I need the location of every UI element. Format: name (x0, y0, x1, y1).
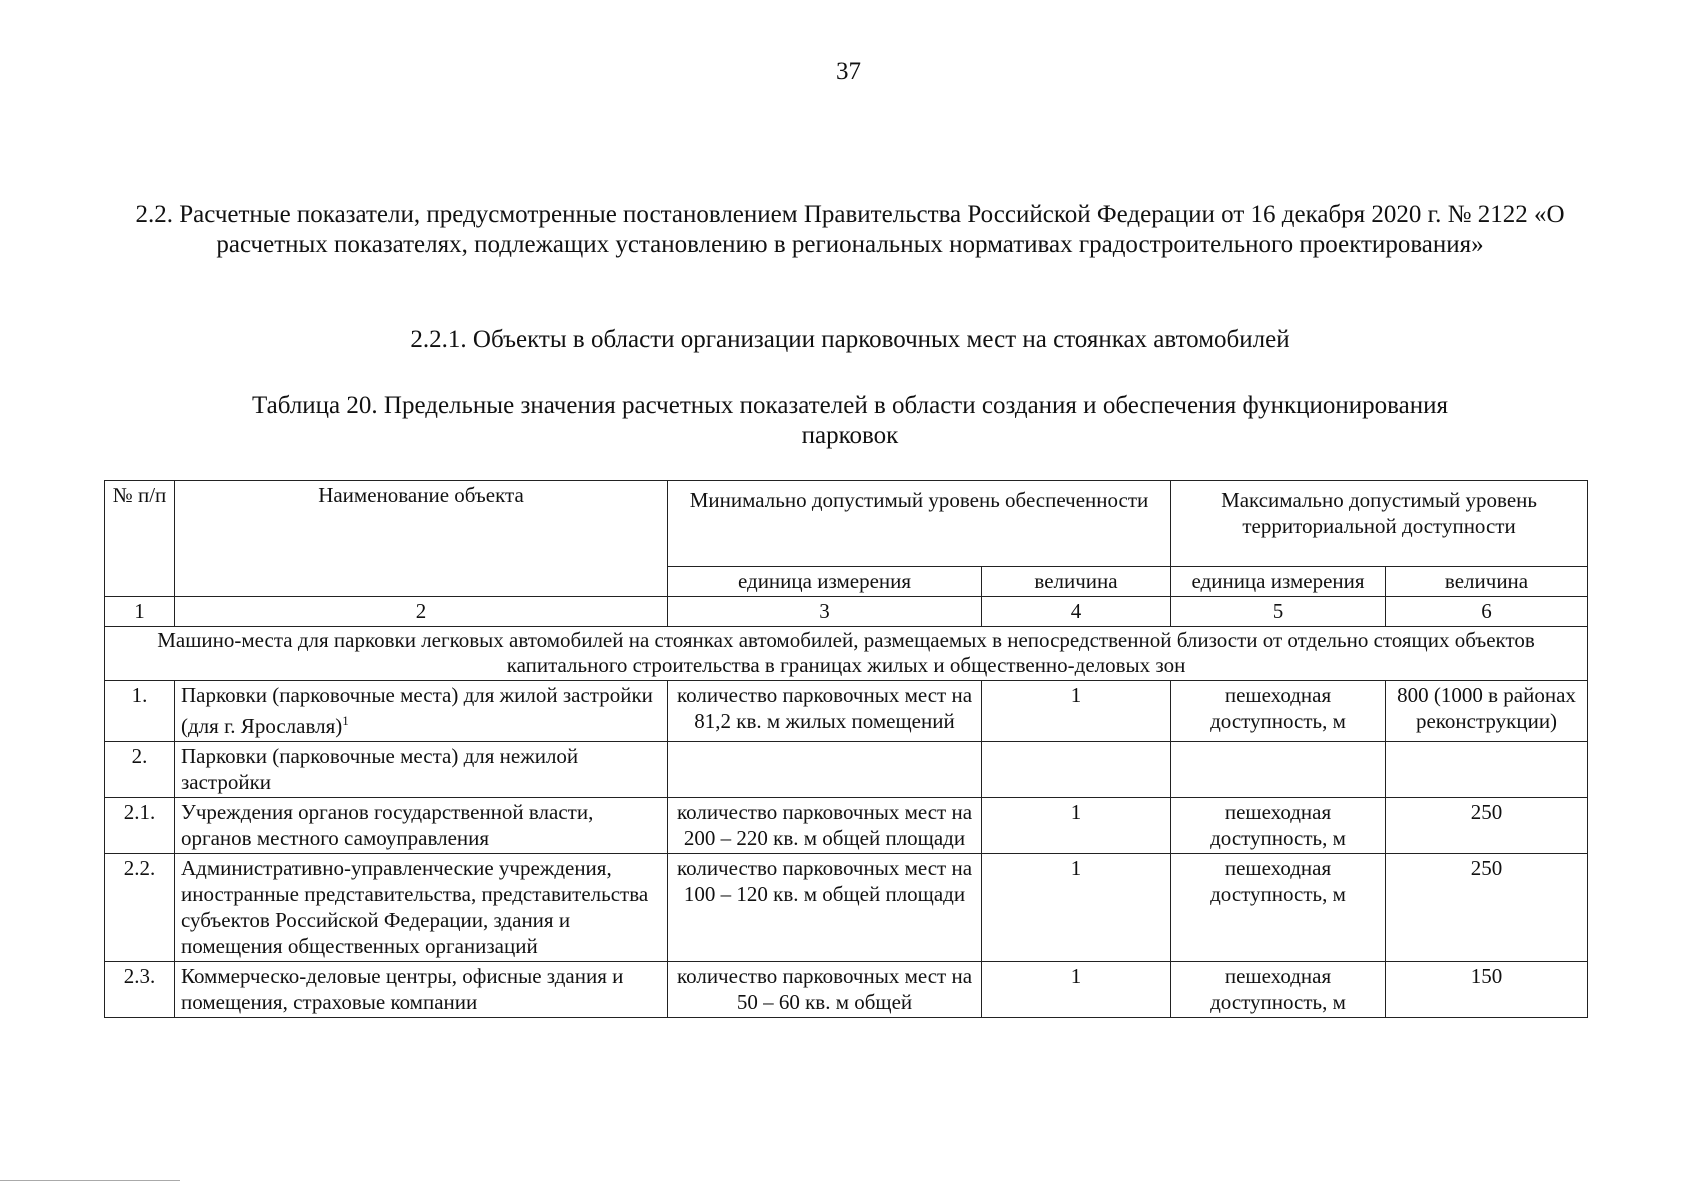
row-value-max: 250 (1386, 854, 1588, 962)
column-number: 3 (668, 597, 982, 627)
table-row (105, 798, 1588, 854)
row-unit-min: количество парковочных мест на 50 – 60 кв. м общей (668, 962, 982, 1018)
subsection-heading: 2.2.1. Объекты в области организации парковочных мест на стоянках автомобилей (410, 326, 1290, 353)
row-num: 1. (105, 681, 175, 742)
header-value-max: величина (1386, 567, 1588, 597)
section-heading: 2.2. Расчетные показатели, предусмотренные постановлением Правительства Российской Федерации от 16 декабря 2020 г. № 2122 «О расчетных показателях, подлежащих установлению в региональных нормативах градостроительного проектирования» (135, 201, 1565, 258)
column-number: 6 (1386, 597, 1588, 627)
column-number: 2 (175, 597, 668, 627)
table-caption: Таблица 20. Предельные значения расчетных показателей в области создания и обеспечения функционирования парковок (251, 392, 1448, 449)
table-row (105, 854, 1588, 962)
row-num: 2.3. (105, 962, 175, 1018)
row-num: 2.2. (105, 854, 175, 962)
row-value-max (1386, 742, 1588, 798)
row-value-min (982, 742, 1171, 798)
row-value-max: 250 (1386, 798, 1588, 854)
row-value-max: 800 (1000 в районах реконструкции) (1386, 681, 1588, 742)
column-number: 4 (982, 597, 1171, 627)
row-unit-min: количество парковочных мест на 100 – 120 кв. м общей площади (668, 854, 982, 962)
table-row (105, 962, 1588, 1018)
row-name: Коммерческо-деловые центры, офисные здания и помещения, страховые компании (175, 962, 668, 1018)
header-value-min: величина (982, 567, 1171, 597)
row-unit-max: пешеходная доступность, м (1171, 681, 1386, 742)
table-row (105, 742, 1588, 798)
row-num: 2. (105, 742, 175, 798)
row-unit-min (668, 742, 982, 798)
page-number: 37 (836, 58, 861, 85)
table-header-row (105, 481, 1588, 567)
column-number: 5 (1171, 597, 1386, 627)
header-max-group: Максимально допустимый уровень территориальной доступности (1171, 481, 1588, 567)
header-num: № п/п (105, 481, 175, 597)
row-name (175, 681, 668, 742)
table-row (105, 681, 1588, 742)
header-min-group: Минимально допустимый уровень обеспеченности (668, 481, 1171, 567)
row-unit-min: количество парковочных мест на 81,2 кв. м жилых помещений (668, 681, 982, 742)
column-number: 1 (105, 597, 175, 627)
row-value-max: 150 (1386, 962, 1588, 1018)
row-unit-min: количество парковочных мест на 200 – 220 кв. м общей площади (668, 798, 982, 854)
row-unit-max: пешеходная доступность, м (1171, 854, 1386, 962)
row-name: Административно-управленческие учреждения, иностранные представительства, представительства субъектов Российской Федерации, здания и помещения общественных организаций (175, 854, 668, 962)
row-name: Учреждения органов государственной власти, органов местного самоуправления (175, 798, 668, 854)
row-unit-max: пешеходная доступность, м (1171, 798, 1386, 854)
header-unit-min: единица измерения (668, 567, 982, 597)
header-name: Наименование объекта (175, 481, 668, 597)
header-unit-max: единица измерения (1171, 567, 1386, 597)
row-unit-max (1171, 742, 1386, 798)
footnote-marker: 1 (342, 713, 349, 728)
column-number-row (105, 597, 1588, 627)
section-row (105, 627, 1588, 681)
row-value-min: 1 (982, 681, 1171, 742)
row-value-min: 1 (982, 854, 1171, 962)
footnote-separator (0, 1180, 180, 1181)
parking-norms-table (104, 480, 1588, 1018)
row-name: Парковки (парковочные места) для нежилой застройки (175, 742, 668, 798)
row-name-text: Парковки (парковочные места) для жилой застройки (для г. Ярославля) (181, 683, 653, 738)
section-row-text: Машино-места для парковки легковых автомобилей на стоянках автомобилей, размещаемых в непосредственной близости от отдельно стоящих объектов капитального строительства в границах жилых и общественно-деловых зон (105, 627, 1588, 681)
row-value-min: 1 (982, 962, 1171, 1018)
row-value-min: 1 (982, 798, 1171, 854)
row-unit-max: пешеходная доступность, м (1171, 962, 1386, 1018)
row-num: 2.1. (105, 798, 175, 854)
